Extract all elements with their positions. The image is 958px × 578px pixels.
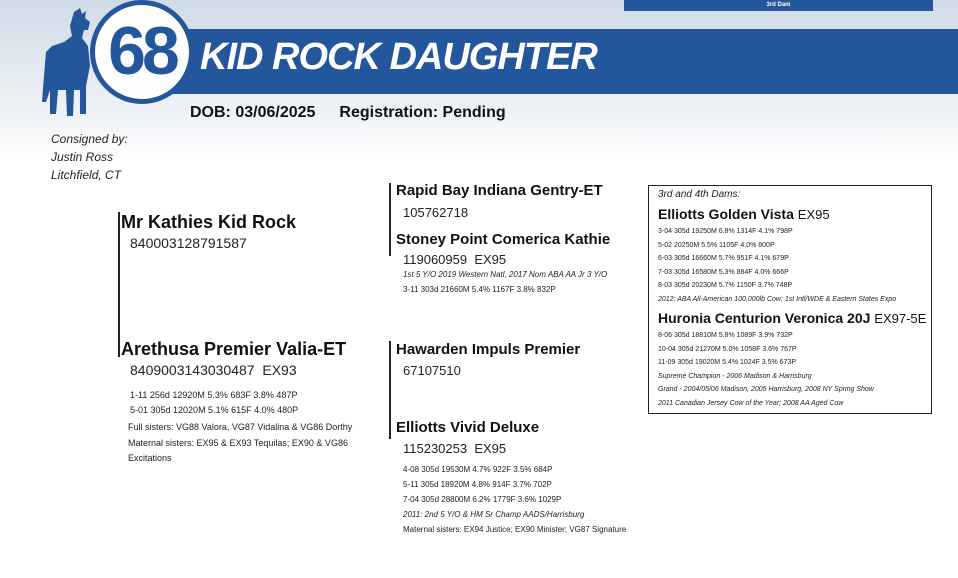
consignor-block bbox=[51, 130, 128, 184]
dam-dam-award: 2011: 2nd 5 Y/O & HM Sr Champ AADS/Harrisburg bbox=[403, 510, 585, 519]
pedigree-bracket-sire bbox=[389, 183, 391, 256]
dam-dam-name: Elliotts Vivid Deluxe bbox=[396, 419, 540, 436]
lot-number: 68 bbox=[108, 13, 176, 89]
dam-name: Arethusa Premier Valia-ET bbox=[121, 339, 347, 359]
fourth-dam-records bbox=[658, 329, 874, 410]
third-dam-tab: 3rd Dam bbox=[624, 0, 933, 11]
pedigree-bracket-dam bbox=[389, 341, 391, 439]
dam-reg: 8409003143030487 bbox=[130, 362, 255, 378]
third-dam-record: 6-03 305d 16660M 5.7% 951F 4.1% 679P bbox=[658, 255, 789, 262]
dam-record: 5-01 305d 12020M 5.1% 615F 4.0% 480P bbox=[130, 404, 299, 415]
dam-dam-score: EX95 bbox=[474, 441, 507, 456]
sire-sire-name: Rapid Bay Indiana Gentry-ET bbox=[396, 182, 603, 199]
registration-status: Registration: Pending bbox=[339, 104, 506, 121]
pedigree-bracket-main bbox=[118, 212, 120, 357]
dam-score: EX93 bbox=[262, 362, 297, 378]
fourth-dam-award: Supreme Champion - 2006 Madison & Harrisburg bbox=[658, 372, 812, 380]
fourth-dam-record: 8-06 305d 18810M 5.8% 1089F 3.9% 732P bbox=[658, 332, 793, 339]
third-dam-records bbox=[658, 225, 896, 306]
third-dam-award: 2012: ABA All-American 100,000lb Cow; 1st Intl/WDE & Eastern States Expo bbox=[658, 295, 897, 303]
dam-dam-reg: 115230253 bbox=[403, 441, 468, 456]
dam-dam-record: 4-08 305d 19530M 4.7% 922F 3.5% 684P bbox=[403, 465, 553, 474]
dam-record: 1-11 256d 12920M 5.3% 683F 3.8% 487P bbox=[130, 390, 298, 400]
third-dam-record: 5-02 20250M 5.5% 1105F 4.0% 800P bbox=[658, 241, 775, 249]
dam-sire-reg: 67107510 bbox=[403, 363, 461, 378]
dam-maternal-sisters-cont: Excitations bbox=[128, 453, 172, 463]
sire-dam-score: EX95 bbox=[474, 252, 507, 267]
dam-sire-name: Hawarden Impuls Premier bbox=[396, 341, 581, 358]
fourth-dam-line bbox=[658, 310, 926, 326]
dam-reg-line bbox=[130, 362, 297, 378]
dam-dam-record: 5-11 305d 18920M 4.8% 914F 3.7% 702P bbox=[403, 480, 552, 489]
fourth-dam-record: 10-04 305d 21270M 5.0% 1058F 3.6% 767P bbox=[658, 345, 797, 353]
lot-title: KID ROCK DAUGHTER bbox=[200, 36, 597, 78]
third-dam-record: 3-04 305d 19250M 6.8% 1314F 4.1% 798P bbox=[658, 228, 793, 235]
sire-dam-record: 3-11 303d 21660M 5.4% 1167F 3.8% 832P bbox=[403, 285, 556, 294]
third-dam-record: 7-03 305d 16580M 5.3% 884F 4.0% 666P bbox=[658, 268, 789, 276]
fourth-dam-award: Grand - 2004/05/06 Madison, 2005 Harrisburg, 2008 NY Spring Show bbox=[658, 386, 874, 393]
dob: DOB: 03/06/2025 bbox=[190, 104, 316, 121]
consignor-location: Litchfield, CT bbox=[51, 168, 122, 182]
sire-dam-name: Stoney Point Comerica Kathie bbox=[396, 231, 611, 248]
sire-sire-reg: 105762718 bbox=[403, 205, 469, 220]
consignor-name: Justin Ross bbox=[51, 150, 114, 164]
dam-records bbox=[130, 388, 298, 417]
dam-dam-reg-line bbox=[403, 441, 506, 456]
dam-dam-records bbox=[403, 462, 626, 537]
fourth-dam-record: 11-09 305d 19020M 5.4% 1024F 3.5% 673P bbox=[658, 359, 797, 366]
dob-registration-line bbox=[190, 104, 530, 122]
fourth-dam-score: EX97-5E bbox=[874, 311, 927, 326]
third-dam-name: Elliotts Golden Vista bbox=[658, 206, 794, 222]
sire-name: Mr Kathies Kid Rock bbox=[121, 212, 297, 232]
third-dam-score: EX95 bbox=[797, 207, 830, 222]
dam-notes bbox=[128, 420, 352, 467]
fourth-dam-name: Huronia Centurion Veronica 20J bbox=[658, 310, 871, 326]
sire-dam-award: 1st 5 Y/O 2019 Western Natl, 2017 Nom ABA AA Jr 3 Y/O bbox=[403, 270, 608, 279]
dam-dam-maternal: Maternal sisters: EX94 Justice; EX90 Minister; VG87 Signature bbox=[403, 525, 627, 534]
third-dam-line bbox=[658, 206, 830, 222]
dam-dam-record: 7-04 305d 28800M 6.2% 1779F 3.6% 1029P bbox=[403, 495, 562, 504]
dam-maternal-sisters: Maternal sisters: EX95 & EX93 Tequilas; EX90 & VG86 bbox=[128, 437, 348, 448]
third-dam-record: 8-03 305d 20230M 5.7% 1150F 3.7% 748P bbox=[658, 282, 793, 289]
sire-dam-reg-line bbox=[403, 252, 506, 267]
dams-box-heading: 3rd and 4th Dams: bbox=[658, 189, 741, 200]
sire-reg: 840003128791587 bbox=[130, 235, 247, 251]
consigned-label: Consigned by: bbox=[51, 132, 128, 146]
third-fourth-dams-box bbox=[648, 185, 932, 414]
fourth-dam-award: 2011 Canadian Jersey Cow of the Year; 2008 AA Aged Cow bbox=[658, 399, 844, 407]
sire-dam-reg: 119060959 bbox=[403, 252, 468, 267]
dam-full-sisters: Full sisters: VG88 Valora, VG87 Vidalina & VG86 Dorthy bbox=[128, 422, 353, 432]
